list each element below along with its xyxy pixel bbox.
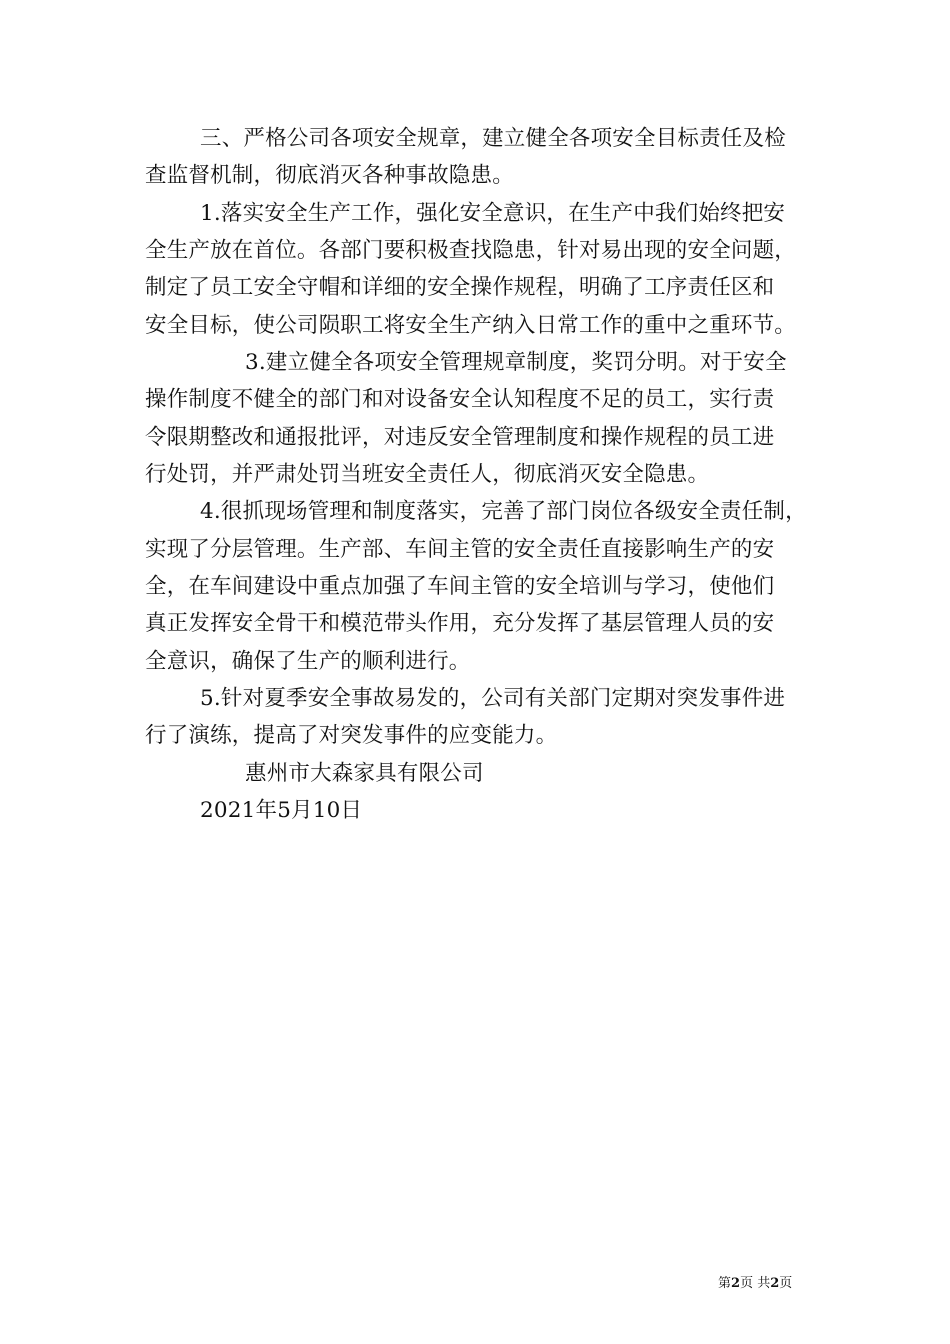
text-line: 全，在车间建设中重点加强了车间主管的安全培训与学习，使他们 xyxy=(145,574,775,599)
text-line: 5.针对夏季安全事故易发的，公司有关部门定期对突发事件进 xyxy=(200,686,786,711)
text-line: 行了演练，提高了对突发事件的应变能力。 xyxy=(145,723,558,748)
text-line: 4.很抓现场管理和制度落实，完善了部门岗位各级安全责任制， xyxy=(200,499,807,524)
text-line: 全意识，确保了生产的顺利进行。 xyxy=(145,649,471,674)
text-line: 安全目标，使公司陨职工将安全生产纳入日常工作的重中之重环节。 xyxy=(145,313,797,338)
page-number xyxy=(718,1276,792,1292)
text-line: 行处罚，并严肃处罚当班安全责任人，彻底消灭安全隐患。 xyxy=(145,462,710,487)
text-line: 3.建立健全各项安全管理规章制度，奖罚分明。对于安全 xyxy=(245,350,787,375)
text-line: 实现了分层管理。生产部、车间主管的安全责任直接影响生产的安 xyxy=(145,537,775,562)
page-suffix: 页 xyxy=(779,1276,793,1291)
text-line: 查监督机制，彻底消灭各种事故隐患。 xyxy=(145,163,514,188)
company-signature: 惠州市大森家具有限公司 xyxy=(245,761,484,786)
text-line: 令限期整改和通报批评，对违反安全管理制度和操作规程的员工进 xyxy=(145,425,775,450)
text-line: 操作制度不健全的部门和对设备安全认知程度不足的员工，实行责 xyxy=(145,387,775,412)
text-line: 三、严格公司各项安全规章，建立健全各项安全目标责任及检 xyxy=(200,126,786,151)
text-line: 真正发挥安全骨干和模范带头作用，充分发挥了基层管理人员的安 xyxy=(145,611,775,636)
page-total: 2 xyxy=(770,1276,780,1291)
document-date: 2021年5月10日 xyxy=(200,798,363,823)
page-current: 2 xyxy=(731,1276,741,1291)
page-prefix: 第 xyxy=(718,1276,732,1291)
text-line: 制定了员工安全守帽和详细的安全操作规程，明确了工序责任区和 xyxy=(145,275,775,300)
text-line: 全生产放在首位。各部门要积极查找隐患，针对易出现的安全问题， xyxy=(145,238,797,263)
page-middle: 页 共 xyxy=(740,1276,771,1291)
text-line: 1.落实安全生产工作，强化安全意识，在生产中我们始终把安 xyxy=(200,201,786,226)
